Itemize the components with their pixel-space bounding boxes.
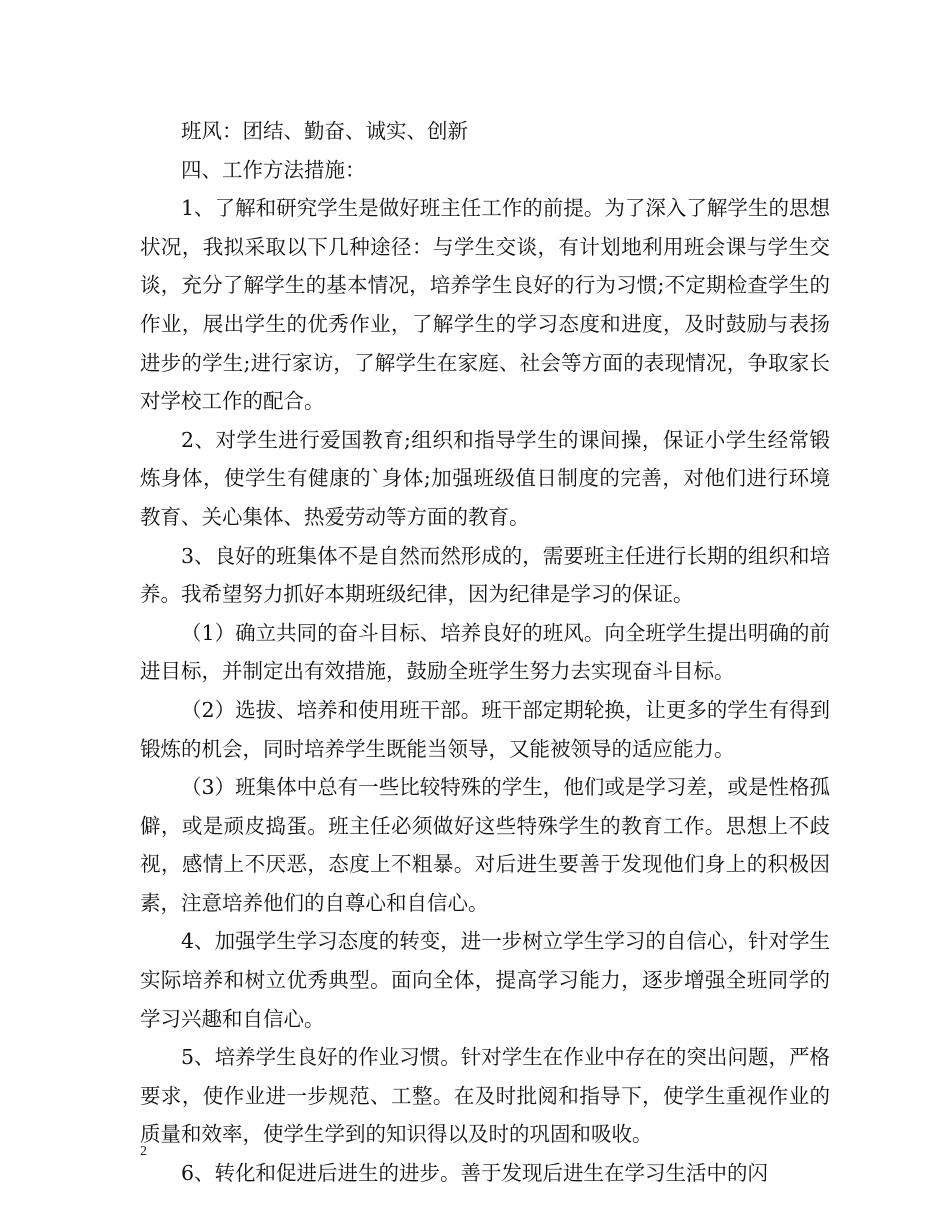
paragraph-item-2: 2、对学生进行爱国教育;组织和指导学生的课间操，保证小学生经常锻炼身体，使学生有健康的`身体;加强班级值日制度的完善，对他们进行环境教育、关心集体、热爱劳动等方面的教育。: [140, 427, 830, 529]
class-motto-paragraph: 班风：团结、勤奋、诚实、创新: [181, 119, 468, 143]
paragraph-subitem-2: （2）选拔、培养和使用班干部。班干部定期轮换，让更多的学生有得到锻炼的机会，同时培养学生既能当领导，又能被领导的适应能力。: [140, 697, 830, 761]
paragraph-item-4: 4、加强学生学习态度的转变，进一步树立学生学习的自信心，针对学生实际培养和树立优秀典型。面向全体，提高学习能力，逐步增强全班同学的学习兴趣和自信心。: [140, 929, 830, 1031]
section-heading-work-methods: 四、工作方法措施：: [181, 157, 366, 182]
document-body: [140, 112, 830, 1193]
paragraph-subitem-1: （1）确立共同的奋斗目标、培养良好的班风。向全班学生提出明确的前进目标，并制定出有效措施，鼓励全班学生努力去实现奋斗目标。: [140, 620, 830, 684]
page-number: 2: [140, 1144, 147, 1159]
paragraph-item-3: 3、良好的班集体不是自然而然形成的，需要班主任进行长期的组织和培养。我希望努力抓好本期班级纪律，因为纪律是学习的保证。: [140, 543, 830, 607]
paragraph-item-1: 1、了解和研究学生是做好班主任工作的前提。为了深入了解学生的思想状况，我拟采取以下几种途径：与学生交谈，有计划地利用班会课与学生交谈，充分了解学生的基本情况，培养学生良好的行为习惯;不定期检查学生的作业，展出学生的优秀作业，了解学生的学习态度和进度，及时鼓励与表扬进步的学生;进行家访，了解学生在家庭、社会等方面的表现情况，争取家长对学校工作的配合。: [140, 196, 830, 414]
paragraph-item-5: 5、培养学生良好的作业习惯。针对学生在作业中存在的突出问题，严格要求，使作业进一步规范、工整。在及时批阅和指导下，使学生重视作业的质量和效率，使学生学到的知识得以及时的巩固和吸收。: [140, 1045, 830, 1147]
paragraph-item-6: 6、转化和促进后进生的进步。善于发现后进生在学习生活中的闪: [181, 1161, 769, 1186]
paragraph-subitem-3: （3）班集体中总有一些比较特殊的学生，他们或是学习差，或是性格孤僻，或是顽皮捣蛋。班主任必须做好这些特殊学生的教育工作。思想上不歧视，感情上不厌恶，态度上不粗暴。对后进生要善于发现他们身上的积极因素，注意培养他们的自尊心和自信心。: [140, 775, 830, 915]
